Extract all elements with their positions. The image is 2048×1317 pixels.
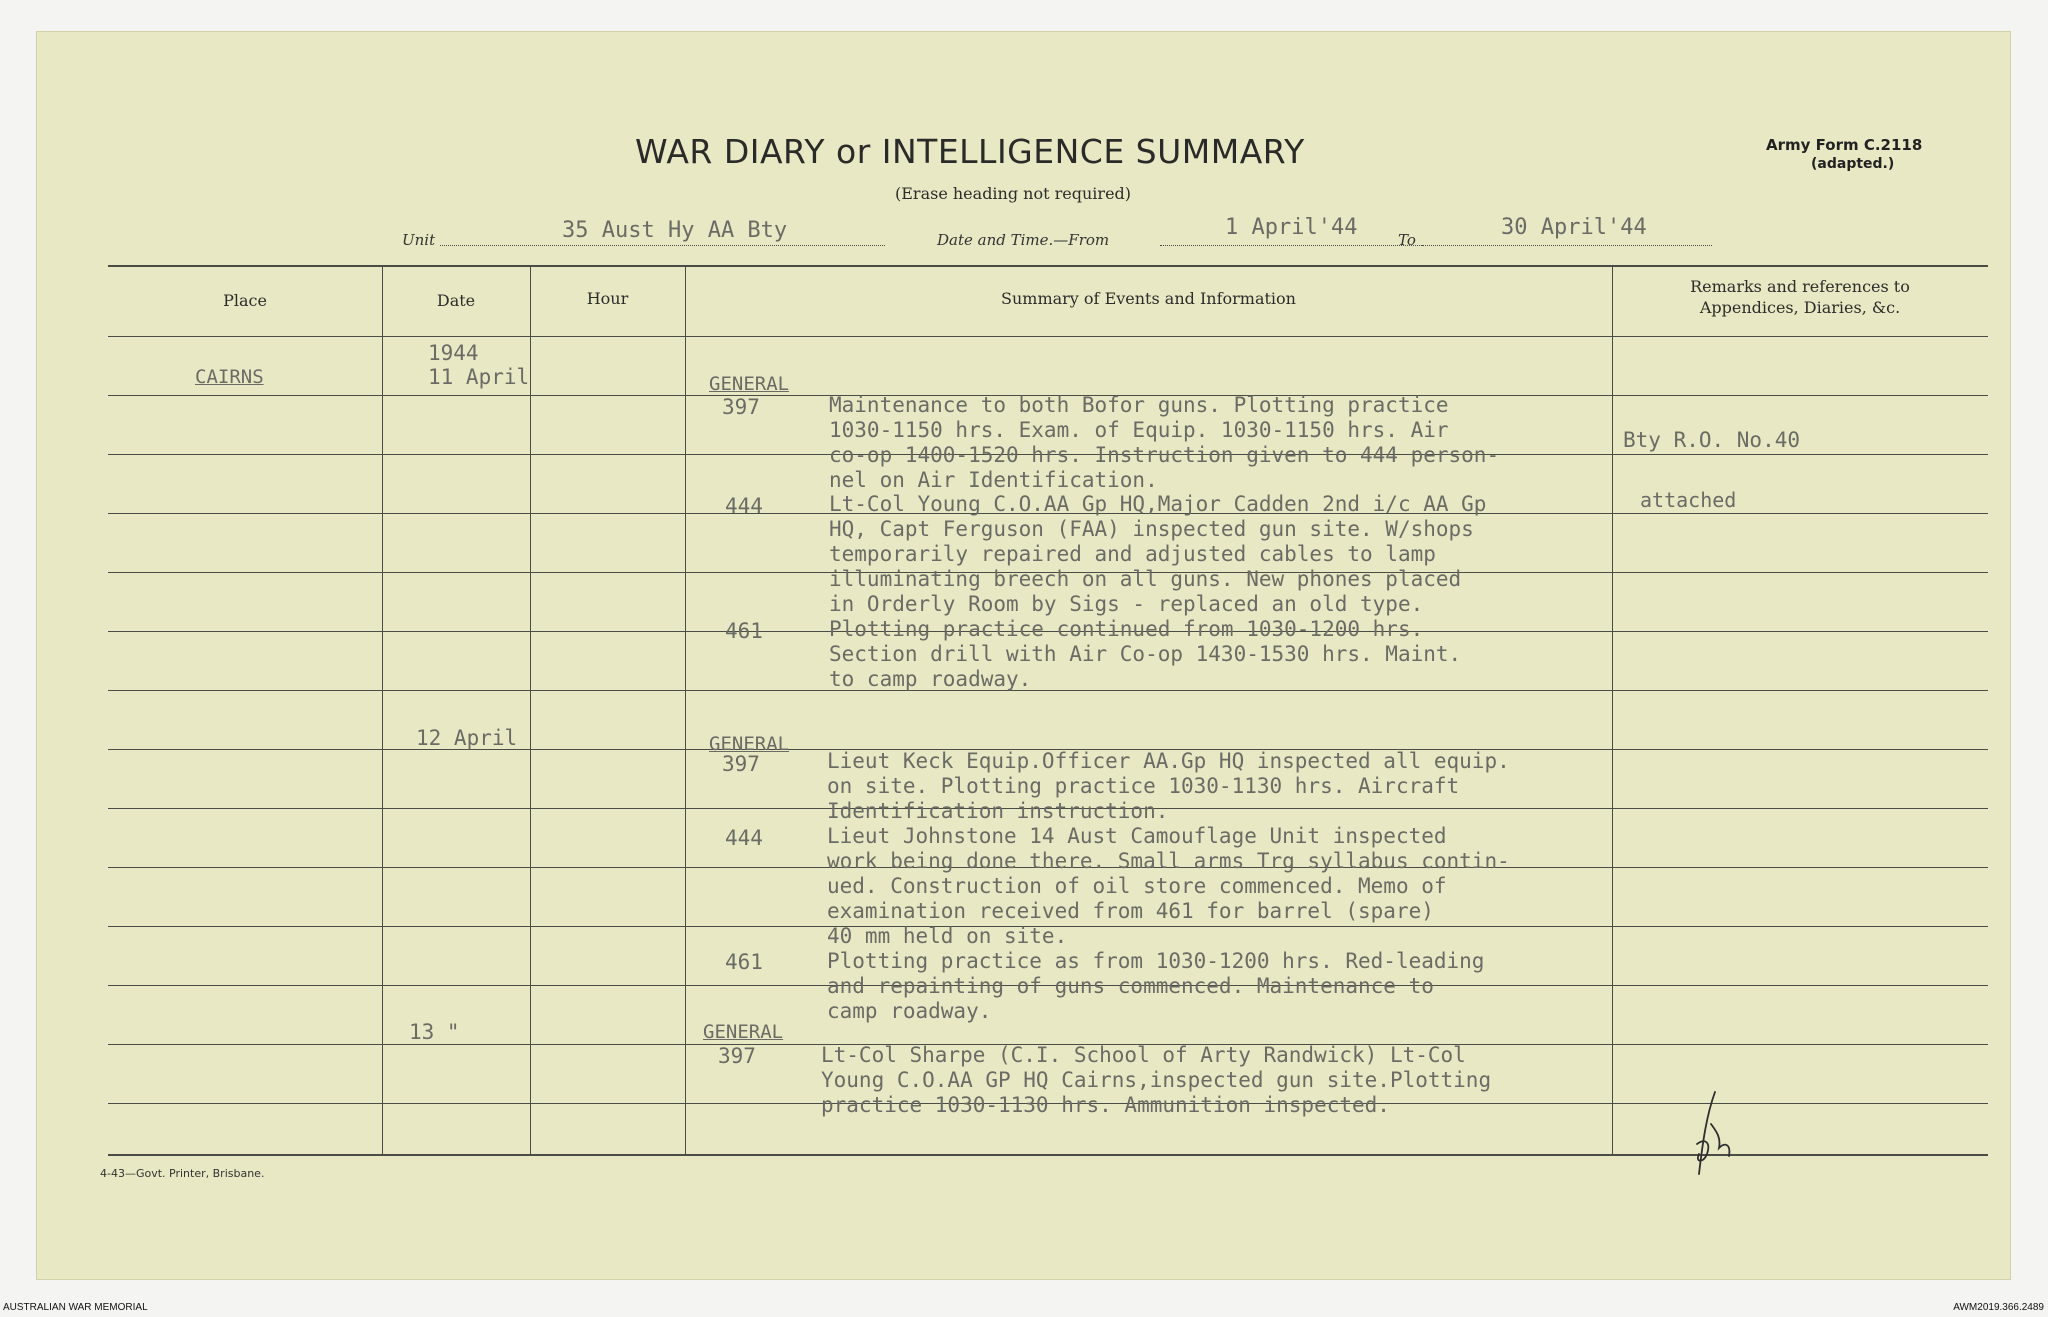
summary-line: co-op 1400-1520 hrs. Instruction given to 444 person- — [829, 443, 1500, 467]
summary-line: Lt-Col Sharpe (C.I. School of Arty Randwick) Lt-Col — [821, 1043, 1466, 1067]
header-bottom-border — [108, 336, 1988, 337]
section-general: GENERAL — [709, 733, 790, 755]
summary-line: on site. Plotting practice 1030-1130 hrs. Aircraft — [827, 774, 1460, 798]
summary-line: Lieut Keck Equip.Officer AA.Gp HQ inspected all equip. — [827, 749, 1510, 773]
form-subtitle: (Erase heading not required) — [895, 184, 1132, 203]
col-divider-hour — [685, 265, 686, 1154]
summary-line: ued. Construction of oil store commenced. Memo of — [827, 874, 1447, 898]
summary-line: Young C.O.AA GP HQ Cairns,inspected gun site.Plotting — [821, 1068, 1492, 1092]
ruled-line — [108, 690, 1988, 691]
date-from-dotted-line — [1160, 245, 1430, 246]
col-divider-date — [530, 265, 531, 1154]
date-11-april: 11 April — [428, 365, 530, 389]
summary-line: examination received from 461 for barrel (spare) — [827, 899, 1434, 923]
summary-line: nel on Air Identification. — [829, 468, 1158, 492]
summary-line: Lt-Col Young C.O.AA Gp HQ,Major Cadden 2nd i/c AA Gp — [829, 492, 1487, 516]
col-header-remarks-line2: Appendices, Diaries, &c. — [1699, 298, 1901, 317]
date-year: 1944 — [428, 341, 479, 365]
col-divider-place — [382, 265, 383, 1154]
remark-attached: attached — [1640, 488, 1737, 512]
section-general: GENERAL — [709, 373, 790, 395]
remark-bty-ro: Bty R.O. No.40 — [1623, 428, 1801, 452]
summary-line: in Orderly Room by Sigs - replaced an old type. — [829, 592, 1424, 616]
unit-number-397: 397 — [718, 1044, 756, 1068]
unit-dotted-line — [440, 245, 885, 246]
archive-name: AUSTRALIAN WAR MEMORIAL — [3, 1302, 148, 1313]
summary-line: illuminating breech on all guns. New phones placed — [829, 567, 1462, 591]
summary-line: Identification instruction. — [827, 799, 1169, 823]
col-header-date: Date — [436, 291, 476, 310]
archive-reference: AWM2019.366.2489 — [1953, 1302, 2044, 1313]
handwritten-initials — [1677, 1084, 1747, 1184]
army-form-number: Army Form C.2118 — [1766, 136, 1923, 154]
summary-line: 1030-1150 hrs. Exam. of Equip. 1030-1150 hrs. Air — [829, 418, 1449, 442]
unit-number-444: 444 — [725, 826, 763, 850]
col-header-place: Place — [223, 291, 267, 310]
army-form-note: (adapted.) — [1811, 156, 1895, 172]
date-to-label: To — [1398, 231, 1416, 249]
summary-line: Plotting practice as from 1030-1200 hrs. Red-leading — [827, 949, 1485, 973]
section-general: GENERAL — [703, 1021, 784, 1043]
date-to-dotted-line — [1422, 245, 1712, 246]
col-header-remarks-line1: Remarks and references to — [1690, 277, 1910, 296]
summary-line: 40 mm held on site. — [827, 924, 1068, 948]
summary-line: HQ, Capt Ferguson (FAA) inspected gun site. W/shops — [829, 517, 1474, 541]
summary-line: temporarily repaired and adjusted cables to lamp — [829, 542, 1436, 566]
unit-number-397: 397 — [722, 752, 760, 776]
date-12-april: 12 April — [416, 726, 518, 750]
summary-line: work being done there. Small arms Trg syllabus contin- — [827, 849, 1510, 873]
summary-line: to camp roadway. — [829, 667, 1032, 691]
unit-value: 35 Aust Hy AA Bty — [562, 218, 788, 243]
col-header-summary: Summary of Events and Information — [1001, 289, 1296, 308]
date-to-value: 30 April'44 — [1501, 215, 1647, 240]
col-header-hour: Hour — [586, 289, 629, 308]
summary-line: practice 1030-1130 hrs. Ammunition inspected. — [821, 1093, 1390, 1117]
archive-footer — [0, 1300, 2048, 1317]
unit-number-444: 444 — [725, 494, 763, 518]
printer-imprint: 4-43—Govt. Printer, Brisbane. — [100, 1167, 265, 1180]
summary-line: camp roadway. — [827, 999, 992, 1023]
diary-sheet — [37, 32, 2010, 1279]
date-13: 13 " — [409, 1020, 460, 1044]
summary-line: Lieut Johnstone 14 Aust Camouflage Unit inspected — [827, 824, 1447, 848]
col-divider-summary — [1612, 265, 1613, 1154]
summary-line: Plotting practice continued from 1030-1200 hrs. — [829, 617, 1424, 641]
summary-line: Section drill with Air Co-op 1430-1530 hrs. Maint. — [829, 642, 1462, 666]
unit-number-461: 461 — [725, 950, 763, 974]
form-title: WAR DIARY or INTELLIGENCE SUMMARY — [635, 132, 1305, 171]
place-cairns: CAIRNS — [195, 366, 264, 388]
unit-label: Unit — [402, 231, 436, 249]
summary-line: Maintenance to both Bofor guns. Plotting practice — [829, 393, 1449, 417]
unit-number-397: 397 — [722, 395, 760, 419]
unit-number-461: 461 — [725, 619, 763, 643]
table-top-border — [108, 265, 1988, 267]
summary-line: and repainting of guns commenced. Maintenance to — [827, 974, 1434, 998]
date-from-label: Date and Time.—From — [937, 231, 1110, 249]
date-from-value: 1 April'44 — [1225, 215, 1358, 240]
